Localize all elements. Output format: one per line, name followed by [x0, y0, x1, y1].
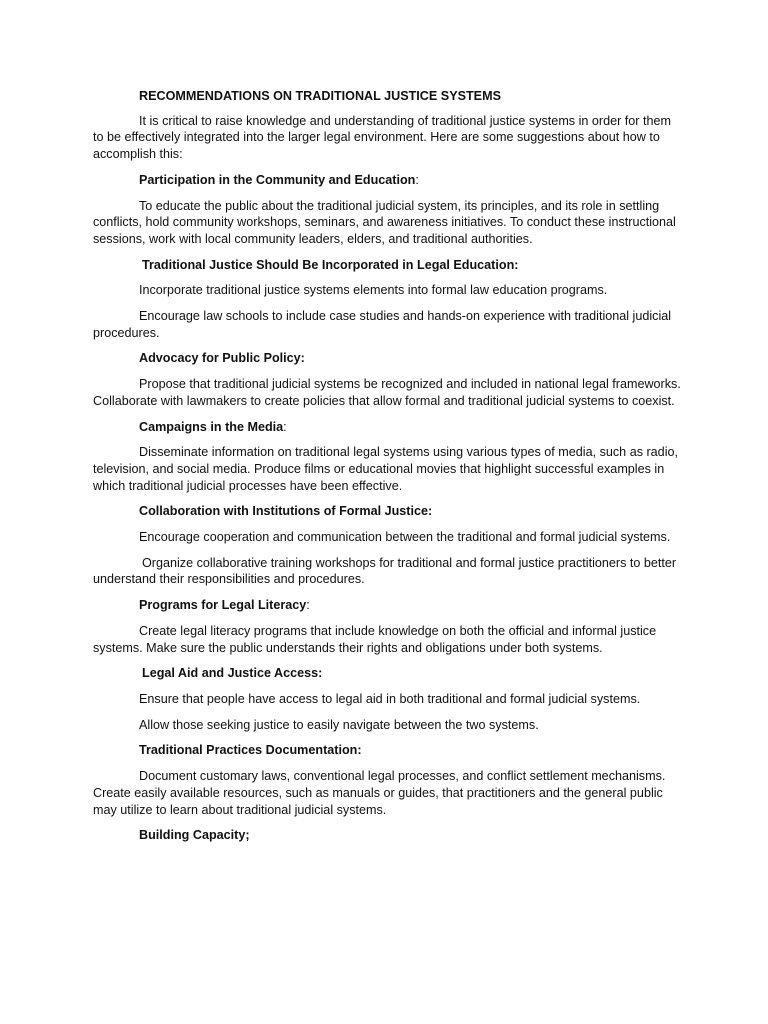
section-heading [93, 665, 683, 682]
section-heading-text: Building Capacity; [139, 828, 250, 843]
section-heading [93, 503, 683, 520]
section-heading [93, 827, 683, 844]
section-heading-colon: : [415, 172, 419, 187]
section-paragraph: Document customary laws, conventional legal processes, and conflict settlement mechanisms. Create easily available resources, such as manuals or guides, that practitioners and the general public may utilize to learn about traditional judicial systems. [93, 769, 666, 817]
section-heading-text: Advocacy for Public Policy: [139, 351, 305, 366]
section-heading-text: Traditional Justice Should Be Incorporated in Legal Education: [142, 257, 519, 272]
section-heading-text: Programs for Legal Literacy [139, 598, 307, 613]
section-paragraph: Create legal literacy programs that include knowledge on both the official and informal justice systems. Make sure the public understands their rights and obligations under both systems. [93, 623, 657, 655]
intro-paragraph: It is critical to raise knowledge and understanding of traditional justice systems in order for them to be effectively integrated into the larger legal environment. Here are some suggestions about how to accomplish this: [93, 113, 671, 162]
section-heading-colon: : [283, 419, 287, 434]
document-title: RECOMMENDATIONS ON TRADITIONAL JUSTICE SYSTEMS [139, 89, 501, 103]
section-paragraph: To educate the public about the traditional judicial system, its principles, and its role in settling conflicts, hold community workshops, seminars, and awareness initiatives. To conduct these instructional sessions, work with local community leaders, elders, and traditional authorities. [93, 198, 676, 246]
section-paragraph: Organize collaborative training workshops for traditional and formal justice practitioners to better understand their responsibilities and procedures. [93, 555, 677, 587]
section-heading [93, 419, 683, 436]
section-paragraph: Propose that traditional judicial systems be recognized and included in national legal frameworks. Collaborate with lawmakers to create policies that allow formal and traditional judicial systems to coexist. [93, 377, 681, 408]
section-heading-text: Traditional Practices Documentation: [139, 743, 362, 758]
section-paragraph: Ensure that people have access to legal aid in both traditional and formal judicial systems. [139, 691, 641, 706]
section-paragraph: Disseminate information on traditional legal systems using various types of media, such as radio, television, and social media. Produce films or educational movies that highlight successful examples in which traditional judicial processes have been effective. [93, 445, 678, 493]
document-page [93, 88, 683, 853]
section-heading [93, 172, 683, 189]
section-heading-text: Participation in the Community and Education [139, 172, 416, 187]
section-paragraph: Encourage law schools to include case studies and hands-on experience with traditional judicial procedures. [93, 309, 672, 340]
section-heading [93, 597, 683, 614]
section-paragraph: Incorporate traditional justice systems elements into formal law education programs. [139, 283, 608, 298]
section-paragraph: Allow those seeking justice to easily navigate between the two systems. [139, 717, 539, 732]
section-heading-text: Collaboration with Institutions of Formal Justice: [139, 504, 433, 519]
section-heading [93, 350, 683, 367]
section-heading-text: Campaigns in the Media [139, 419, 284, 434]
section-heading [93, 257, 683, 274]
section-heading [93, 742, 683, 759]
section-paragraph: Encourage cooperation and communication between the traditional and formal judicial systems. [139, 530, 671, 545]
section-heading-colon: : [306, 598, 310, 613]
section-heading-text: Legal Aid and Justice Access: [142, 666, 323, 681]
